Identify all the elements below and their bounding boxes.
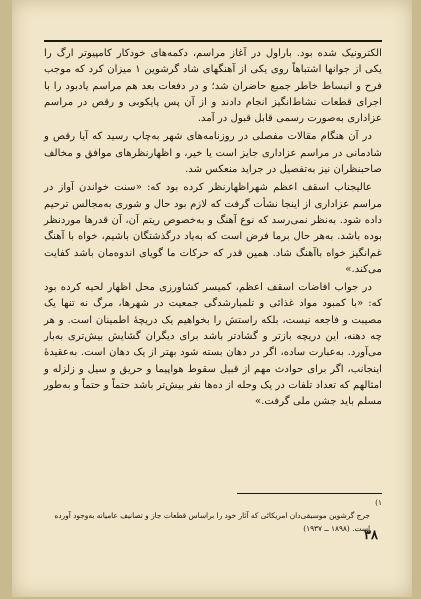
footnote-text: جرج گرشوین موسیقی‌دان امریکائی که آثار خود را براساس قطعات جاز و تصانیف عامیانه به‌وجود آورده است. (۱۸۹۸ ــ ۱۹۳۷) — [54, 511, 370, 533]
paragraph-1: الکترونیک شده بود. باراول در آغاز مراسم، دکمه‌های خودکار کامپیوتر ارگ را یکی از جوانها اشتباهاً روی یکی از آهنگهای شاد گرشوین ۱ میزان کرد که موجب فرح و انبساط خاطر جمیع حاضران شد؛ و در دفعات بعد هم مراسم یادبود را با اجرای قطعات نشاط‌انگیز انجام دادند و از آن پس پایکوبی و رقص در مراسم عزاداری به‌صورت رسمی قابل قبول در آمد. — [44, 48, 382, 125]
paragraph-3: عالیجناب اسقف اعظم شهراظهارنظر کرده بود که: «سنت خواندن آواز در مراسم عزاداری از اینجا نشأت گرفت که لازم بود حال و شوری به‌مجالس ترحیم داده شود. به‌نظر نمی‌رسد که نوع آهنگ و به‌خصوص ریتم آن، آن قدرها موردنظر بوده باشد. به‌هر حال برما فرض است که به‌یاد درگذشتگان باشیم، خواه با آهنگ غم‌انگیز خواه باآهنگ شاد. همین قدر که حرکات ما گویای اندوه‌مان باشد کفایت می‌کند.» — [44, 182, 382, 275]
top-rule — [44, 40, 382, 42]
footnote-marker: ۱) — [375, 498, 382, 507]
paragraph-2: در آن هنگام مقالات مفصلی در روزنامه‌های شهر به‌چاپ رسید که آیا رقص و شادمانی در مراسم عزاداری جایز است یا خیر، و اظهارنظرهای موافق و مخالف صاحبنظران نیز به‌تفصیل در جراید منعکس شد. — [44, 131, 382, 176]
paragraph-4: در جواب افاضات اسقف اعظم، کمیسر کشاورزی محل اظهار لحیه کرده بود که: «با کمبود مواد غذائی و تلمبارشدگی جمعیت در شهرها، مرگ نه تنها یک مصیبت و فاجعه نیست، بلکه راستش را بخواهیم یک دریچهٔ اطمینان است. و هر چه دهنه، این دریچه بازتر و گشادتر باشد برای دیگران گشایش بیش‌تری به‌بار می‌آورد. به‌عبارت ساده، اگر در دهان بسته شود بهتر از یک دهان است. به‌عقیدهٔ اینجانب، اگر برای حوادث مهم از قبیل سقوط هواپیما و حریق و سیل و زلزله و امثالهم که تعداد تلفات در یک وحله از ده‌ها نفر بیش‌تر باشد حتماً و حتماً و به‌طور مسلم باید جشن ملی گرفت.» — [44, 282, 382, 408]
footnote-rule — [237, 493, 382, 494]
page-number: ۳۸ — [364, 528, 378, 543]
footnote — [44, 496, 382, 535]
body-text — [44, 46, 382, 413]
book-page — [12, 0, 412, 597]
